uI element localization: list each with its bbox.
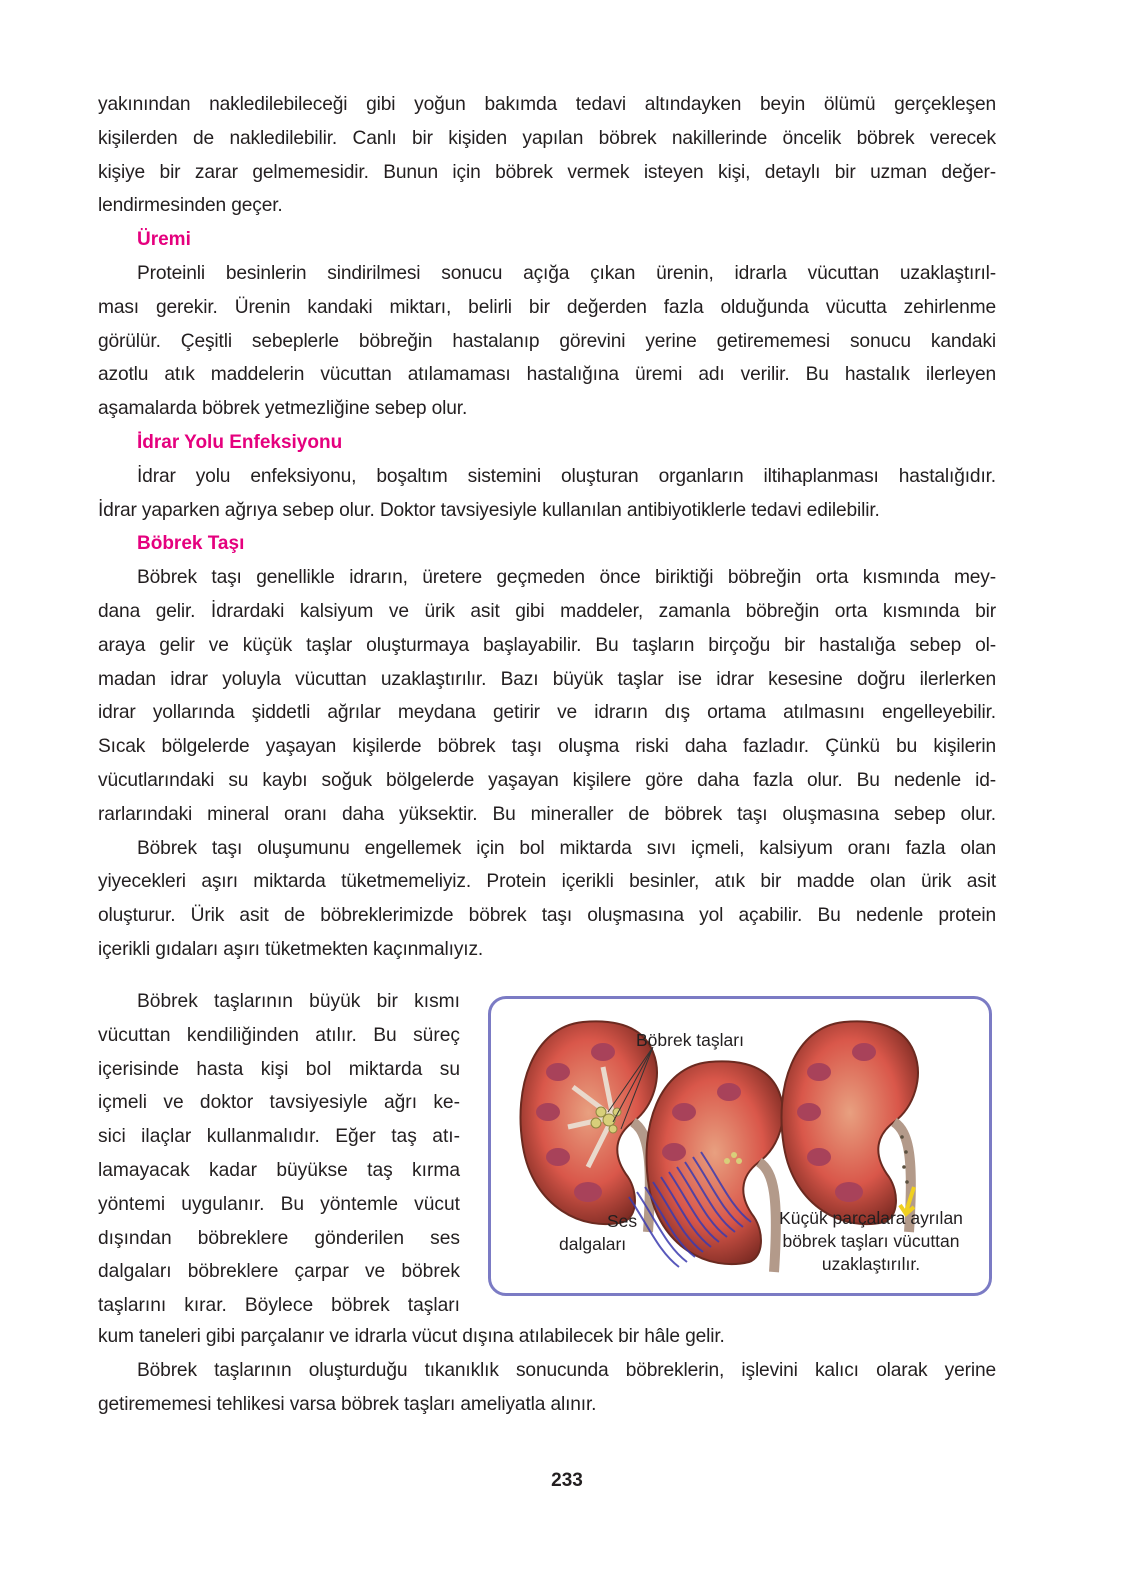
text-line: kişilerden de nakledilebilir. Canlı bir kişiden yapılan böbrek nakillerinde öncelik böbrek verecek bbox=[98, 127, 996, 149]
stone-paragraph-1 bbox=[98, 561, 996, 831]
kidney-stones-expelled-illustration bbox=[782, 1021, 918, 1232]
text-line: Sıcak bölgelerde yaşayan kişilerde böbrek taşı oluşma riski daha fazladır. Çünkü bu kişilerin bbox=[98, 736, 996, 758]
text-line: ması gerekir. Ürenin kandaki miktarı, belirli bir değerden fazla olduğunda vücutta zehirlenme bbox=[98, 296, 996, 318]
text-line: İdrar yolu enfeksiyonu, boşaltım sistemini oluşturan organların iltihaplanması hastalığıdır. bbox=[137, 465, 996, 487]
text-line: madan idrar yoluyla vücuttan uzaklaştırılır. Bazı büyük taşlar ise idrar kesesine doğru ilerlerken bbox=[98, 668, 996, 690]
text-line: vücutlarındaki su kaybı soğuk bölgelerde yaşayan kişilere göre daha fazla olur. Bu nedenle id- bbox=[98, 769, 996, 791]
page-body bbox=[98, 88, 996, 967]
section-heading-kidney-stone: Böbrek Taşı bbox=[137, 533, 245, 555]
text-line: vücuttan kendiliğinden atılır. Bu süreç bbox=[98, 1024, 460, 1046]
uremi-paragraph bbox=[98, 257, 996, 426]
text-line: Böbrek taşlarının oluşturduğu tıkanıklık sonucunda böbreklerin, işlevini kalıcı olarak yerine bbox=[137, 1359, 996, 1381]
text-line: idrar yollarında şiddetli ağrılar meydana getirir ve idrarın dış ortama atılmasını engelleyebilir. bbox=[98, 702, 996, 724]
text-line: dana gelir. İdrardaki kalsiyum ve ürik asit gibi maddeler, zamanla böbreğin orta kısmında bir bbox=[98, 600, 996, 622]
caption-line: böbrek taşları vücuttan bbox=[782, 1231, 960, 1251]
text-line: Böbrek taşı oluşumunu engellemek için bol miktarda sıvı içmeli, kalsiyum oranı fazla olan bbox=[137, 837, 996, 859]
infection-paragraph bbox=[98, 460, 996, 528]
intro-paragraph bbox=[98, 88, 996, 223]
text-line: yakınından nakledilebileceği gibi yoğun bakımda tedavi altındayken beyin ölümü gerçekleşen bbox=[98, 94, 996, 115]
text-line: yiyecekleri aşırı miktarda tüketmemeliyiz. Protein içerikli besinler, atık bir madde olan ürik asit bbox=[98, 871, 996, 893]
text-line: İdrar yaparken ağrıya sebep olur. Doktor tavsiyesiyle kullanılan antibiyotiklerle tedavi edilebilir. bbox=[98, 499, 880, 521]
section-heading-uremi: Üremi bbox=[137, 229, 191, 251]
text-line: lendirmesinden geçer. bbox=[98, 195, 283, 217]
text-line: kum taneleri gibi parçalanır ve idrarla vücut dışına atılabilecek bir hâle gelir. bbox=[98, 1326, 725, 1347]
text-line: azotlu atık maddelerin vücuttan atılamaması hastalığına üremi adı verilir. Bu hastalık ilerleyen bbox=[98, 364, 996, 386]
section-heading-infection: İdrar Yolu Enfeksiyonu bbox=[137, 431, 343, 453]
page-number: 233 bbox=[551, 1470, 583, 1491]
text-line: getirememesi tehlikesi varsa böbrek taşları ameliyatla alınır. bbox=[98, 1393, 597, 1415]
text-line: sici ilaçlar kullanmalıdır. Eğer taş atı- bbox=[98, 1126, 460, 1148]
stone-paragraph-3-narrow bbox=[98, 985, 460, 1323]
text-line: Böbrek taşı genellikle idrarın, üretere geçmeden önce biriktiği böbreğin orta kısmında mey- bbox=[137, 567, 996, 589]
text-line: lamayacak kadar büyükse taş kırma bbox=[98, 1159, 460, 1181]
text-line: içerikli gıdaları aşırı tüketmekten kaçınmalıyız. bbox=[98, 938, 484, 960]
label-kidney-stones: Böbrek taşları bbox=[636, 1030, 744, 1050]
text-line: içerisinde hasta kişi bol miktarda su bbox=[98, 1058, 460, 1080]
text-line: taşlarını kırar. Böylece böbrek taşları bbox=[98, 1295, 460, 1317]
kidney-stone-figure bbox=[488, 996, 992, 1296]
text-line: Böbrek taşlarının büyük bir kısmı bbox=[137, 991, 460, 1012]
text-line: araya gelir ve küçük taşlar oluşturmaya başlayabilir. Bu taşların birçoğu bir hastalığa sebep ol- bbox=[98, 634, 996, 656]
text-line: dalgaları böbreklere çarpar ve böbrek bbox=[98, 1261, 460, 1283]
text-line: oluşturur. Ürik asit de böbreklerimizde böbrek taşı oluşmasına yol açabilir. Bu nedenle protein bbox=[98, 905, 996, 927]
caption-line: Küçük parçalara ayrılan bbox=[779, 1208, 963, 1228]
text-line: yöntemi uygulanır. Bu yöntemle vücut bbox=[98, 1193, 460, 1215]
text-line: rarlarındaki mineral oranı daha yüksektir. Bu mineraller de böbrek taşı oluşmasına sebep olur. bbox=[98, 803, 996, 825]
kidney-with-stones-illustration bbox=[521, 1021, 657, 1232]
figure-caption bbox=[761, 1207, 981, 1276]
label-sound-waves-1: Ses bbox=[607, 1211, 638, 1231]
text-line: aşamalarda böbrek yetmezliğine sebep olur. bbox=[98, 398, 468, 420]
label-sound-waves-2: dalgaları bbox=[559, 1234, 627, 1254]
text-line: Proteinli besinlerin sindirilmesi sonucu açığa çıkan ürenin, idrarla vücuttan uzaklaştırıl- bbox=[137, 262, 996, 284]
text-line: görülür. Çeşitli sebeplerle böbreğin hastalanıp görevini yerine getirememesi sonucu kandaki bbox=[98, 330, 996, 352]
caption-line: uzaklaştırılır. bbox=[821, 1254, 921, 1274]
text-line: içmeli ve doktor tavsiyesiyle ağrı ke- bbox=[98, 1092, 460, 1114]
text-line: dışından böbreklere gönderilen ses bbox=[98, 1227, 460, 1249]
text-line: kişiye bir zarar gelmemesidir. Bunun için böbrek vermek isteyen kişi, detaylı bir uzman değer- bbox=[98, 161, 996, 183]
stone-paragraph-2 bbox=[98, 832, 996, 967]
stone-paragraph-continuation bbox=[98, 1320, 996, 1421]
